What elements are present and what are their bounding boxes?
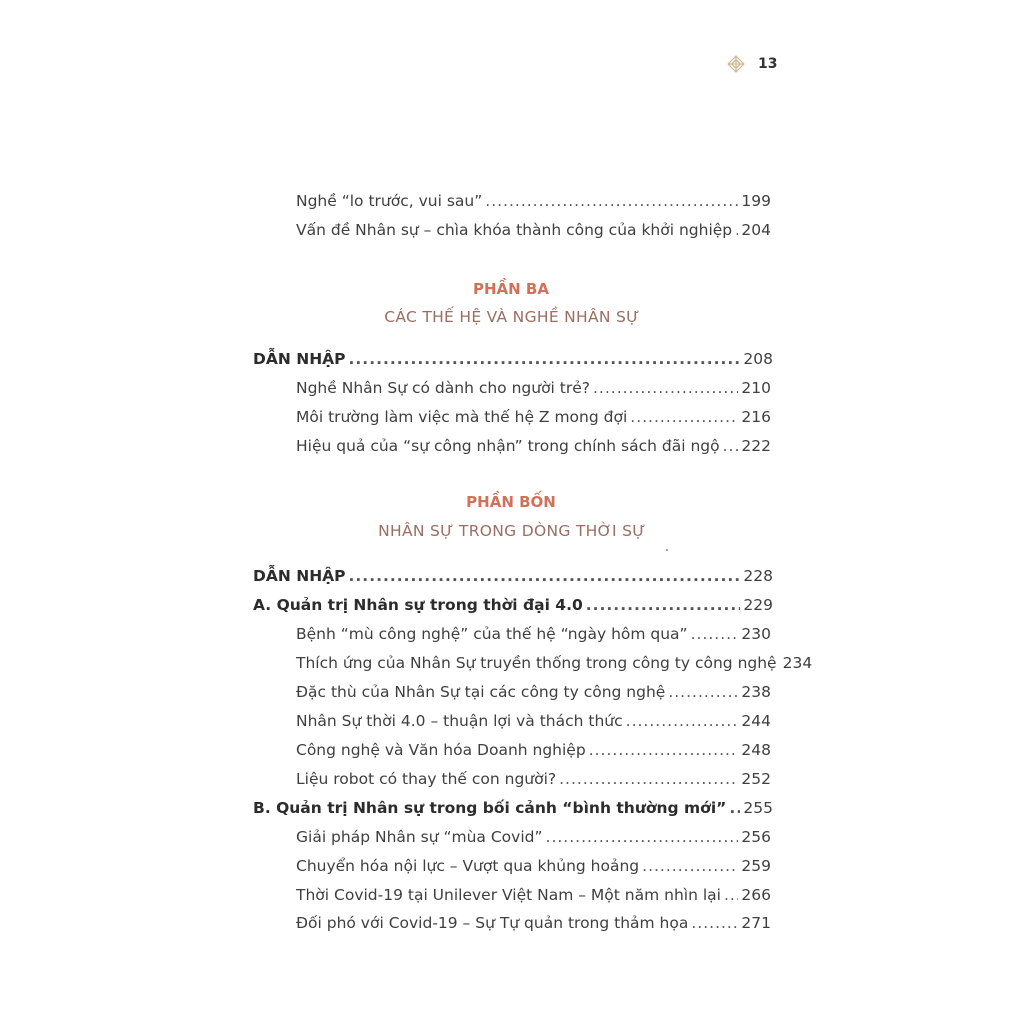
toc-entry-page: 238 [741,683,771,701]
toc-entry-page: 255 [743,799,773,817]
toc-entry[interactable] [296,378,771,398]
page-number: 13 [758,56,778,72]
toc-entry-title: DẪN NHẬP [253,350,346,368]
toc-entry-title: Chuyển hóa nội lực – Vượt qua khủng hoảng [296,857,640,875]
toc-entry-title: Đặc thù của Nhân Sự tại các công ty công nghệ [296,683,666,701]
toc-entry[interactable] [296,436,771,456]
toc-entry-title: Công nghệ và Văn hóa Doanh nghiệp [296,741,586,759]
dot-leader [668,682,738,702]
dot-leader [630,407,738,427]
toc-entry-title: Vấn đề Nhân sự – chìa khóa thành công của khởi nghiệp [296,221,733,239]
toc-entry-page: 229 [743,596,773,614]
toc-entry[interactable] [296,220,771,240]
toc-entry[interactable] [296,856,771,876]
part-four-subtitle: NHÂN SỰ TRONG DÒNG THỜI SỰ [378,522,646,540]
toc-entry[interactable] [296,682,771,702]
toc-entry-title: Nghề Nhân Sự có dành cho người trẻ? [296,379,590,397]
dot-leader [642,856,738,876]
toc-entry-page: 248 [741,741,771,759]
part-three-label: PHẦN BA [473,280,549,298]
toc-entry-page: 244 [741,712,771,730]
part-four-label: PHẦN BỐN [466,493,556,511]
toc-entry-title: Liệu robot có thay thế con người? [296,770,557,788]
page-header [726,54,777,74]
toc-entry-page: 199 [741,192,771,210]
dot-leader [691,624,739,644]
toc-entry-title: Bệnh “mù công nghệ” của thế hệ “ngày hôm qua” [296,625,688,643]
toc-entry[interactable] [296,711,771,731]
toc-entry-title: Nhân Sự thời 4.0 – thuận lợi và thách thức [296,712,623,730]
toc-entry-title: Hiệu quả của “sự công nhận” trong chính sách đãi ngộ [296,437,720,455]
toc-entry-page: 222 [741,437,771,455]
toc-entry[interactable] [296,624,771,644]
dot-leader [546,827,739,847]
dot-leader [593,378,738,398]
toc-section-a[interactable] [253,595,773,615]
dot-leader [729,798,740,818]
toc-section-b[interactable] [253,798,773,818]
toc-entry-title: DẪN NHẬP [253,567,346,585]
toc-entry-page: 210 [741,379,771,397]
toc-entry[interactable] [296,653,813,673]
dot-leader [559,769,738,789]
toc-entry-page: 271 [741,914,771,932]
dot-leader [724,885,738,905]
dot-leader [349,349,741,369]
toc-entry[interactable] [296,407,771,427]
dot-leader [723,436,739,456]
part-three-subtitle: CÁC THẾ HỆ VÀ NGHỀ NHÂN SỰ [384,308,640,326]
toc-entry-title: Thích ứng của Nhân Sự truyền thống trong công ty công nghệ [296,654,777,672]
toc-entry-page: 266 [741,886,771,904]
dot-leader [735,220,738,240]
toc-entry-page: 256 [741,828,771,846]
dot-leader [485,191,738,211]
toc-entry-page: 234 [782,654,813,672]
toc-entry-title: Đối phó với Covid-19 – Sự Tự quản trong thảm họa [296,914,689,932]
toc-intro-entry[interactable] [253,349,773,369]
toc-section-title: B. Quản trị Nhân sự trong bối cảnh “bình thường mới” [253,799,727,817]
dot-leader [589,740,739,760]
toc-entry-page: 204 [741,221,771,239]
toc-entry[interactable] [296,191,771,211]
dot-leader [586,595,741,615]
toc-section-title: A. Quản trị Nhân sự trong thời đại 4.0 [253,596,583,614]
toc-entry[interactable] [296,827,771,847]
toc-intro-entry[interactable] [253,566,773,586]
toc-entry-title: Thời Covid-19 tại Unilever Việt Nam – Một năm nhìn lại [296,886,721,904]
toc-entry-title: Nghề “lo trước, vui sau” [296,192,483,210]
print-speck [666,549,668,551]
toc-entry[interactable] [296,769,771,789]
toc-entry-title: Môi trường làm việc mà thế hệ Z mong đợi [296,408,628,426]
toc-entry-page: 230 [741,625,771,643]
dot-leader [349,566,741,586]
toc-entry[interactable] [296,885,771,905]
toc-entry-page: 208 [743,350,773,368]
toc-entry-page: 228 [743,567,773,585]
dot-leader [626,711,739,731]
toc-entry-page: 259 [741,857,771,875]
toc-entry[interactable] [296,740,771,760]
toc-entry-page: 252 [741,770,771,788]
toc-entry-title: Giải pháp Nhân sự “mùa Covid” [296,828,543,846]
diamond-ornament-icon [726,54,746,74]
toc-entry[interactable] [296,913,771,933]
toc-entry-page: 216 [741,408,771,426]
dot-leader [691,913,738,933]
